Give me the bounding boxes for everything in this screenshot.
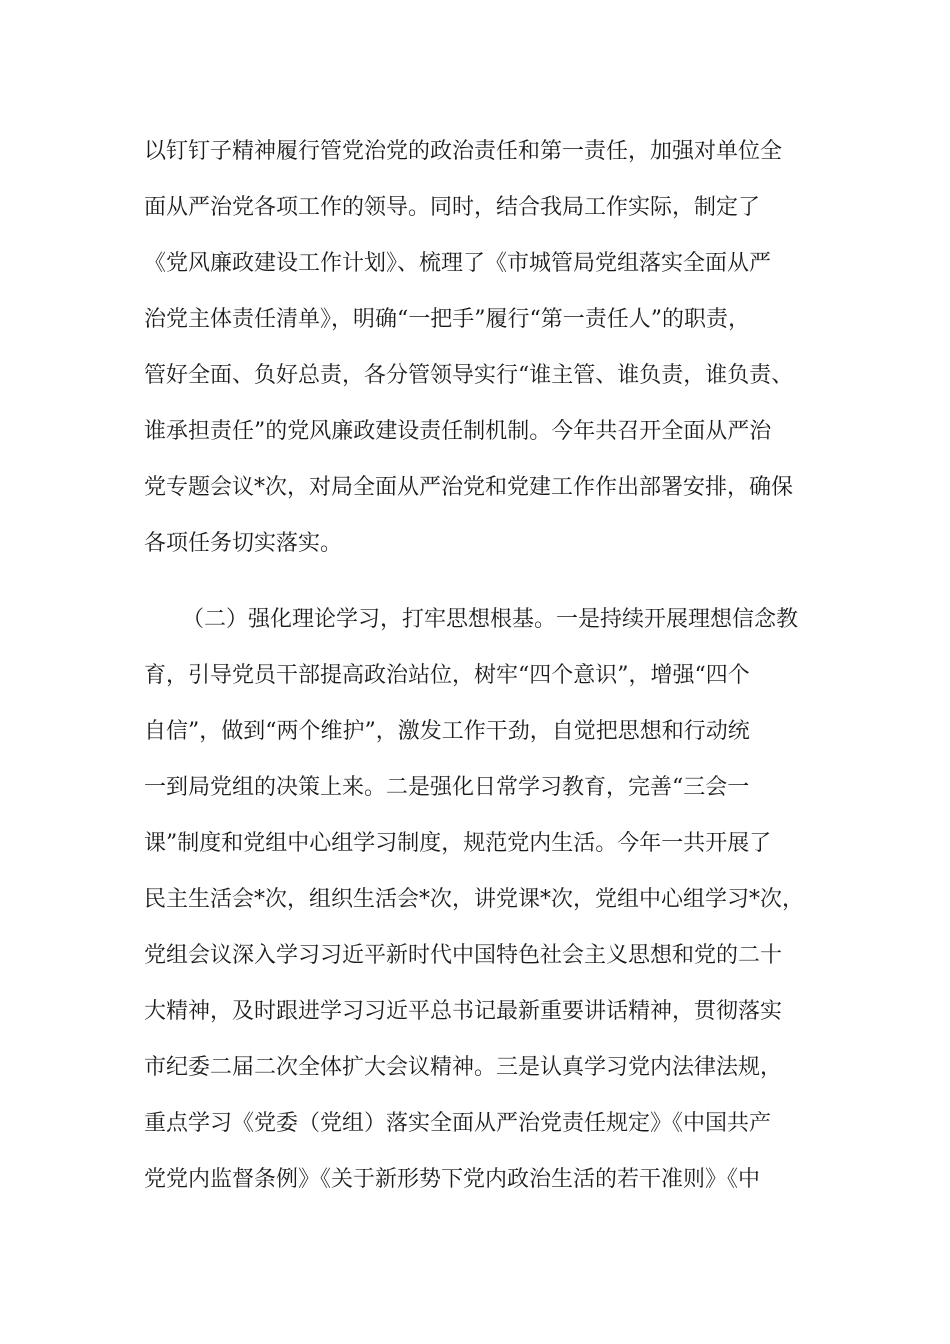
text-line: 以钉钉子精神履行管党治党的政治责任和第一责任，加强对单位全 (144, 139, 783, 164)
text-line: 重点学习《党委（党组）落实全面从严治党责任规定》《中国共产 (144, 1111, 772, 1136)
text-line: 育，引导党员干部提高政治站位，树牢“四个意识”，增强“四个 (144, 663, 750, 688)
text-line: 各项任务切实落实。 (144, 531, 343, 556)
text-line: 大精神，及时跟进学习习近平总书记最新重要讲话精神，贯彻落实 (144, 999, 783, 1024)
text-line: 党组会议深入学习习近平新时代中国特色社会主义思想和党的二十 (144, 943, 783, 968)
text-line: 课”制度和党组中心组学习制度，规范党内生活。今年一共开展了 (144, 831, 772, 856)
text-line: 谁承担责任”的党风廉政建设责任制机制。今年共召开全面从严治 (144, 419, 772, 444)
text-line: 《党风廉政建设工作计划》、梳理了《市城管局党组落实全面从严 (144, 251, 772, 276)
text-line: 党党内监督条例》《关于新形势下党内政治生活的若干准则》《中 (144, 1167, 761, 1192)
text-line: 市纪委二届二次全体扩大会议精神。三是认真学习党内法律法规， (144, 1055, 783, 1080)
text-line: 民主生活会*次，组织生活会*次，讲党课*次，党组中心组学习*次， (144, 887, 805, 912)
text-line: 党专题会议*次，对局全面从严治党和党建工作作出部署安排，确保 (144, 475, 794, 500)
paragraph-first-line: （二）强化理论学习，打牢思想根基。一是持续开展理想信念教 (182, 607, 799, 632)
text-line: 面从严治党各项工作的领导。同时，结合我局工作实际，制定了 (144, 195, 761, 220)
text-line: 管好全面、负好总责，各分管领导实行“谁主管、谁负责，谁负责、 (144, 363, 794, 388)
text-line: 一到局党组的决策上来。二是强化日常学习教育，完善“三会一 (144, 775, 750, 800)
text-line: 治党主体责任清单》，明确“一把手”履行“第一责任人”的职责， (144, 307, 750, 332)
text-line: 自信”，做到“两个维护”，激发工作干劲，自觉把思想和行动统 (144, 719, 750, 744)
